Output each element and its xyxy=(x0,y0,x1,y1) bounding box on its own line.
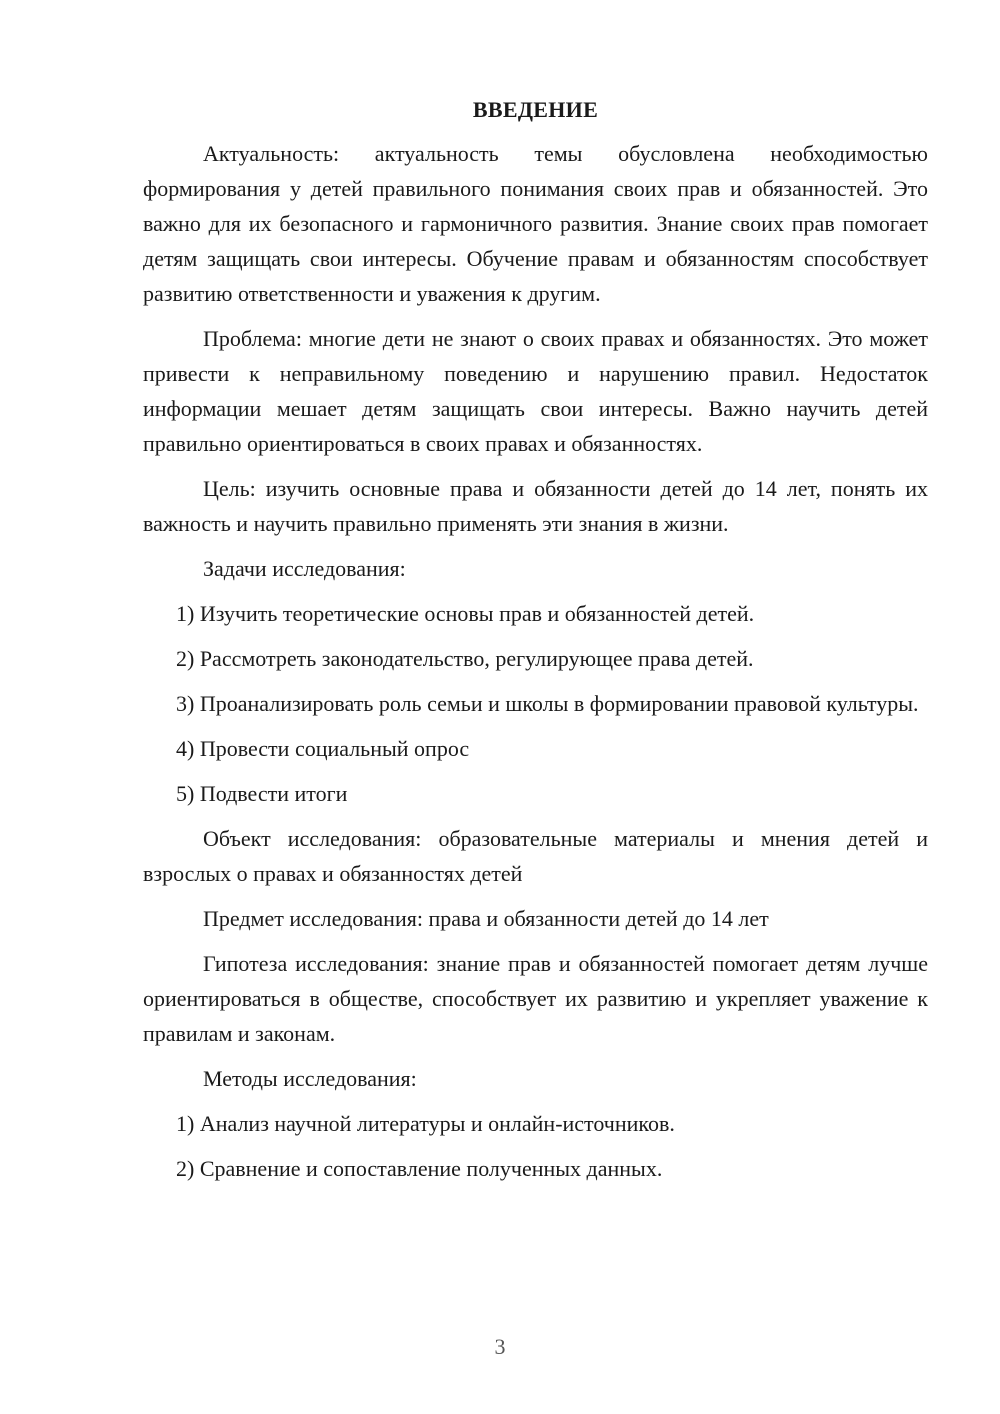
task-item-3: 3) Проанализировать роль семьи и школы в формировании правовой культуры. xyxy=(176,691,919,716)
method-item-2: 2) Сравнение и сопоставление полученных данных. xyxy=(176,1156,663,1181)
task-item-4: 4) Провести социальный опрос xyxy=(176,736,470,761)
goal-paragraph: Цель: изучить основные права и обязанности детей до 14 лет, понять их важность и научить правильно применять эти знания в жизни. xyxy=(143,476,928,536)
method-item-1: 1) Анализ научной литературы и онлайн-источников. xyxy=(176,1111,675,1136)
hypothesis-paragraph: Гипотеза исследования: знание прав и обязанностей помогает детям лучше ориентироваться в обществе, способствует их развитию и укрепляет уважение к правилам и законам. xyxy=(143,951,928,1046)
task-item-1: 1) Изучить теоретические основы прав и обязанностей детей. xyxy=(176,601,755,626)
document-body xyxy=(143,94,928,1196)
page-number: 3 xyxy=(494,1334,506,1359)
relevance-paragraph: Актуальность: актуальность темы обусловлена необходимостью формирования у детей правильного понимания своих прав и обязанностей. Это важно для их безопасного и гармоничного развития. Знание своих прав помогает детям защищать свои интересы. Обучение правам и обязанностям способствует развитию ответственности и уважения к другим. xyxy=(143,141,928,306)
task-item-2: 2) Рассмотреть законодательство, регулирующее права детей. xyxy=(176,646,754,671)
object-paragraph: Объект исследования: образовательные материалы и мнения детей и взрослых о правах и обязанностях детей xyxy=(143,826,928,886)
tasks-heading: Задачи исследования: xyxy=(203,556,406,581)
task-item-5: 5) Подвести итоги xyxy=(176,781,348,806)
methods-heading: Методы исследования: xyxy=(203,1066,417,1091)
problem-paragraph: Проблема: многие дети не знают о своих правах и обязанностях. Это может привести к неправильному поведению и нарушению правил. Недостаток информации мешает детям защищать свои интересы. Важно научить детей правильно ориентироваться в своих правах и обязанностях. xyxy=(143,326,928,456)
subject-paragraph: Предмет исследования: права и обязанности детей до 14 лет xyxy=(203,906,769,931)
page-title: ВВЕДЕНИЕ xyxy=(472,97,599,122)
